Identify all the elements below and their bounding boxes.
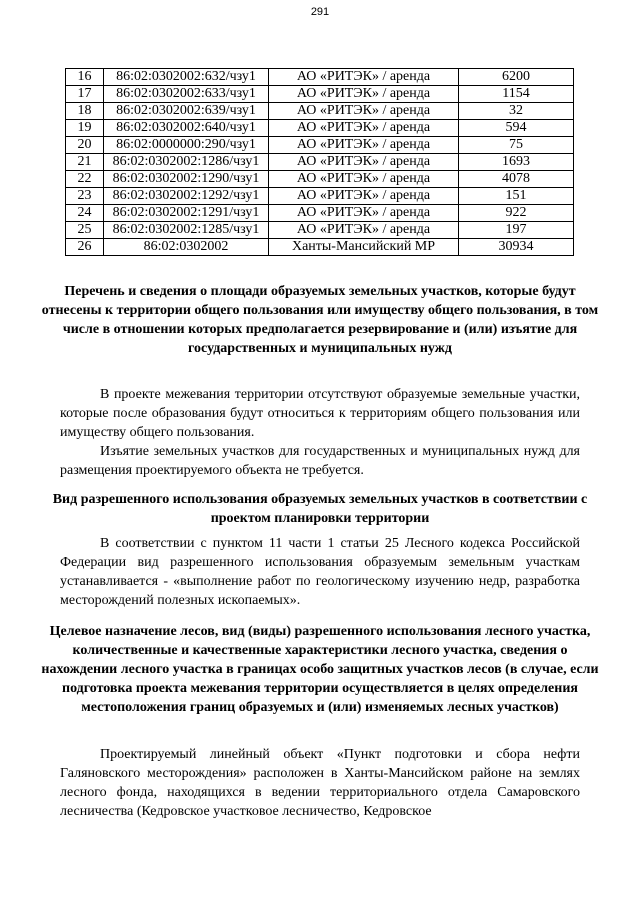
owner-rights: АО «РИТЭК» / аренда bbox=[269, 205, 459, 222]
owner-rights: АО «РИТЭК» / аренда bbox=[269, 69, 459, 86]
page-number: 291 bbox=[310, 6, 330, 18]
owner-rights: АО «РИТЭК» / аренда bbox=[269, 103, 459, 120]
owner-rights: АО «РИТЭК» / аренда bbox=[269, 154, 459, 171]
cadastral-number: 86:02:0302002:639/чзу1 bbox=[104, 103, 269, 120]
section-heading-forest-purpose: Целевое назначение лесов, вид (виды) разрешенного использования лесного участка, количественные и качественные характеристики лесного участка, сведения о нахождении лесного участка в границах особо защитных участков лесов (в случае, если подготовка проекта межевания территории осуществляется в целях определения местоположения границ образуемых и (или) изменяемых лесных участков) bbox=[41, 624, 599, 715]
row-number: 25 bbox=[66, 222, 104, 239]
section-body-permitted-use bbox=[60, 534, 580, 610]
row-number: 22 bbox=[66, 171, 104, 188]
row-number: 24 bbox=[66, 205, 104, 222]
table-row bbox=[66, 120, 574, 137]
row-number: 21 bbox=[66, 154, 104, 171]
table-row bbox=[66, 222, 574, 239]
section-body-public-use bbox=[60, 385, 580, 480]
cadastral-number: 86:02:0302002:1286/чзу1 bbox=[104, 154, 269, 171]
owner-rights: АО «РИТЭК» / аренда bbox=[269, 171, 459, 188]
table-row bbox=[66, 86, 574, 103]
area-value: 4078 bbox=[459, 171, 574, 188]
row-number: 18 bbox=[66, 103, 104, 120]
cadastral-number: 86:02:0302002:1292/чзу1 bbox=[104, 188, 269, 205]
table-row bbox=[66, 137, 574, 154]
area-value: 75 bbox=[459, 137, 574, 154]
table-row bbox=[66, 69, 574, 86]
owner-rights: АО «РИТЭК» / аренда bbox=[269, 86, 459, 103]
area-value: 197 bbox=[459, 222, 574, 239]
area-value: 1154 bbox=[459, 86, 574, 103]
cadastral-number: 86:02:0302002:633/чзу1 bbox=[104, 86, 269, 103]
cadastral-number: 86:02:0302002:1290/чзу1 bbox=[104, 171, 269, 188]
paragraph: В проекте межевания территории отсутствуют образуемые земельные участки, которые после образования будут относиться к территориям общего пользования или имуществу общего пользования. bbox=[60, 387, 580, 440]
cadastral-number: 86:02:0302002:632/чзу1 bbox=[104, 69, 269, 86]
area-value: 30934 bbox=[459, 239, 574, 256]
row-number: 17 bbox=[66, 86, 104, 103]
section-heading-permitted-use: Вид разрешенного использования образуемых земельных участков в соответствии с проектом планировки территории bbox=[52, 492, 588, 526]
section-heading-public-use: Перечень и сведения о площади образуемых земельных участков, которые будут отнесены к территории общего пользования или имуществу общего пользования, в том числе в отношении которых предполагается резервирование и (или) изъятие для государственных и муниципальных нужд bbox=[41, 284, 599, 356]
area-value: 922 bbox=[459, 205, 574, 222]
cadastral-number: 86:02:0302002:1285/чзу1 bbox=[104, 222, 269, 239]
owner-rights: АО «РИТЭК» / аренда bbox=[269, 222, 459, 239]
area-value: 32 bbox=[459, 103, 574, 120]
area-value: 151 bbox=[459, 188, 574, 205]
section-body-forest-purpose bbox=[60, 745, 580, 821]
cadastral-number: 86:02:0302002:1291/чзу1 bbox=[104, 205, 269, 222]
land-plots-table bbox=[65, 68, 574, 256]
table-row bbox=[66, 103, 574, 120]
row-number: 26 bbox=[66, 239, 104, 256]
owner-rights: АО «РИТЭК» / аренда bbox=[269, 188, 459, 205]
cadastral-number: 86:02:0302002:640/чзу1 bbox=[104, 120, 269, 137]
area-value: 594 bbox=[459, 120, 574, 137]
table-row bbox=[66, 154, 574, 171]
area-value: 6200 bbox=[459, 69, 574, 86]
row-number: 20 bbox=[66, 137, 104, 154]
owner-rights: АО «РИТЭК» / аренда bbox=[269, 137, 459, 154]
owner-rights: Ханты-Мансийский МР bbox=[269, 239, 459, 256]
paragraph: В соответствии с пунктом 11 части 1 статьи 25 Лесного кодекса Российской Федерации вид разрешенного использования образуемым земельным участкам устанавливается - «выполнение работ по геологическому изучению недр, разработка месторождений полезных ископаемых». bbox=[60, 536, 580, 608]
table-row bbox=[66, 171, 574, 188]
paragraph: Изъятие земельных участков для государственных и муниципальных нужд для размещения проектируемого объекта не требуется. bbox=[60, 444, 580, 478]
area-value: 1693 bbox=[459, 154, 574, 171]
cadastral-number: 86:02:0000000:290/чзу1 bbox=[104, 137, 269, 154]
table-row bbox=[66, 188, 574, 205]
table-row bbox=[66, 239, 574, 256]
paragraph: Проектируемый линейный объект «Пункт подготовки и сбора нефти Галяновского месторождения» расположен в Ханты-Мансийском районе на землях лесного фонда, находящихся в ведении территориального отдела Самаровского лесничества (Кедровское участковое лесничество, Кедровское bbox=[60, 747, 580, 819]
row-number: 23 bbox=[66, 188, 104, 205]
cadastral-number: 86:02:0302002 bbox=[104, 239, 269, 256]
owner-rights: АО «РИТЭК» / аренда bbox=[269, 120, 459, 137]
table-row bbox=[66, 205, 574, 222]
row-number: 16 bbox=[66, 69, 104, 86]
row-number: 19 bbox=[66, 120, 104, 137]
